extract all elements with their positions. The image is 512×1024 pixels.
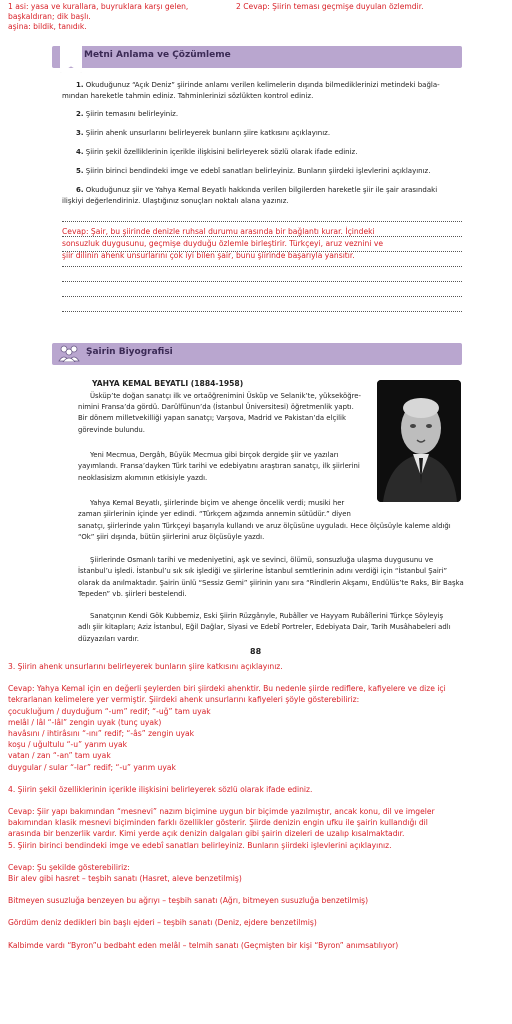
top-note-right: 2 Cevap: Şiirin teması geçmişe duyulan özlemdir. bbox=[236, 2, 424, 11]
note-line: aşina: bildik, tanıdık. bbox=[8, 22, 87, 31]
answer-line: koşu / uğultulu “-u” yarım uyak bbox=[8, 740, 127, 750]
answer-line: arasında bir benzerlik vardır. Kimi yerde açık denizin dalgaları gibi şairin dizeleri de uzalıp kısalmaktadır. bbox=[8, 829, 405, 839]
question-number: 1. bbox=[76, 81, 84, 89]
section-banner-comprehension bbox=[52, 46, 462, 68]
answer-line: melâl / lâl “-lâl” zengin uyak (tunç uyak) bbox=[8, 717, 162, 727]
answer-line bbox=[8, 773, 508, 784]
answer-line: bakımından klasik mesnevi biçiminden farklı özellikler gösterir. Şiirde denizin engin ufku ile şairin kullandığı dil bbox=[8, 818, 428, 828]
answers-block bbox=[8, 661, 508, 951]
question-2 bbox=[62, 109, 462, 120]
answer-line bbox=[8, 851, 508, 862]
answer-line: Bir alev gibi hasret – teşbih sanatı (Hasret, aleve benzetilmiş) bbox=[8, 874, 242, 884]
answer-line: Kalbimde vardı “Byron”u bedbaht eden melâl – telmih sanatı (Geçmişten bir kişi “Byron” anımsatılıyor) bbox=[8, 940, 399, 950]
bio-line: yayımlandı. Fransa’dayken Türk tarihi ve edebiyatını araştıran sanatçı, ilk şiirlerini bbox=[78, 462, 360, 471]
dotted-line bbox=[62, 266, 462, 267]
answer-line bbox=[8, 672, 508, 683]
note-line: 1 asi: yasa ve kurallara, buyruklara karşı gelen, bbox=[8, 2, 189, 11]
dotted-line bbox=[62, 281, 462, 282]
answer-line: Bitmeyen susuzluğa benzeyen bu ağrıyı – teşbih sanatı (Ağrı, bitmeyen susuzluğa benzetilmiş) bbox=[8, 896, 369, 906]
question-number: 4. bbox=[76, 148, 84, 156]
bio-paragraph-1 bbox=[78, 391, 371, 402]
bio-line: adlı şiir kitapları; Aziz İstanbul, Eğil Dağlar, Siyasi ve Edebî Portreler, Edebiyata Dair, Tarih Musâhabeleri adlı bbox=[78, 623, 451, 632]
bio-line: zaman şiirlerinin içinde yer edindi. “Türkçem ağzımda annemin sütüdür.” diyen bbox=[78, 510, 351, 519]
question-6-cont: ilişkiyi değerlendiriniz. Ulaştığınız sonuçları noktalı alana yazınız. bbox=[62, 197, 289, 205]
question-number: 5. bbox=[76, 167, 84, 175]
answer-line: duygular / sular “-lar” redif; “-u” yarım uyak bbox=[8, 762, 176, 772]
question-1-cont: mından hareketle tahmin ediniz. Tahminlerinizi sözlükten kontrol ediniz. bbox=[62, 92, 314, 100]
answer-line: çocukluğum / duyduğum “-um” redif; “-uğ” tam uyak bbox=[8, 706, 211, 716]
answer-line bbox=[8, 929, 508, 940]
bio-line: sanatçı, şiirlerinde yalın Türkçeyi başarıyla kullandı ve aruz ölçüsüne uyguladı. Hece ölçüsüyle kaleme aldığı bbox=[78, 521, 451, 530]
bio-paragraph-4 bbox=[78, 555, 468, 600]
answer-line: 3. Şiirin ahenk unsurlarını belirleyerek bunların şiire katkısını açıklayınız. bbox=[8, 662, 283, 671]
question-3 bbox=[62, 128, 462, 139]
bio-paragraph-2 bbox=[78, 450, 371, 484]
answer-line bbox=[8, 884, 508, 895]
answer-line: Cevap: Şiir yapı bakımından “mesnevi” nazım biçimine uygun bir biçimde yazılmıştır, ancak konu, dil ve imgeler bbox=[8, 807, 435, 817]
portrait-photo bbox=[377, 380, 461, 502]
people-group-icon bbox=[58, 344, 80, 362]
bio-line: “Ok” şiiri dışında, bütün şiirlerini aruz ölçüsüyle yazdı. bbox=[78, 532, 265, 541]
answer-line: Cevap: Yahya Kemal için en değerli şeylerden biri şiirdeki ahenktir. Bu nedenle şiirde rediflere, kafiyelere ve dize içi bbox=[8, 684, 446, 694]
answer-line: Gördüm deniz dedikleri bin başlı ejderi – teşbih sanatı (Deniz, ejdere benzetilmiş) bbox=[8, 918, 317, 928]
bio-line: düzyazıları vardır. bbox=[78, 634, 139, 643]
bio-line: Bir dönem milletvekilliği yapan sanatçı; Varşova, Madrid ve Pakistan’da elçilik bbox=[78, 414, 346, 423]
portrait-figure bbox=[377, 380, 461, 502]
question-1 bbox=[62, 80, 462, 91]
bio-paragraph-5 bbox=[78, 611, 468, 645]
question-text: Şiirin ahenk unsurlarını belirleyerek bunların şiire katkısını açıklayınız. bbox=[85, 129, 331, 137]
bio-line: görevinde bulundu. bbox=[78, 425, 145, 434]
question-number: 2. bbox=[76, 110, 84, 118]
section-banner-biography bbox=[52, 343, 462, 365]
page-number: 88 bbox=[250, 647, 262, 656]
bio-paragraph-3 bbox=[78, 498, 468, 543]
question-text: Okuduğunuz şiir ve Yahya Kemal Beyatlı hakkında verilen bilgilerden hareketle şiir ile şair arasındaki bbox=[85, 186, 438, 194]
answer-line bbox=[8, 795, 508, 806]
dotted-line bbox=[62, 296, 462, 297]
answer-line: 4. Şiirin şekil özelliklerinin içerikle ilişkisini belirleyerek sözlü olarak ifade ediniz. bbox=[8, 784, 313, 794]
bio-line: olarak da anılmaktadır. Şairin ünlü “Sessiz Gemi” şiirinin yanı sıra “Rindlerin Akşamı, Endülüs’te Raks, Bir Başka bbox=[78, 578, 464, 587]
answer-line: vatan / zan “-an” tam uyak bbox=[8, 751, 111, 761]
bio-line: nimini Fransa’da gördü. Darülfünun’da (İstanbul Üniversitesi) öğretmenlik yaptı. bbox=[78, 403, 354, 411]
bio-line: neoklasisizm akımının etkisiyle yazdı. bbox=[78, 473, 208, 482]
question-text: Şiirin temasını belirleyiniz. bbox=[85, 110, 179, 118]
question-text: Okuduğunuz “Açık Deniz” şiirinde anlamı verilen kelimelerin dışında bilmediklerinizi metindeki bağla- bbox=[85, 81, 440, 89]
bio-paragraph-1-body bbox=[78, 402, 371, 436]
section-title: Şairin Biyografisi bbox=[86, 347, 173, 357]
answer-line: havâsını / ihtirâsını “-ını” redif; “-âs” zengin uyak bbox=[8, 729, 195, 739]
bio-line: Yahya Kemal Beyatlı, şiirlerinde biçim ve ahenge öncelik verdi; musiki her bbox=[90, 499, 345, 507]
answer-line bbox=[8, 906, 508, 917]
bio-line: Yeni Mecmua, Dergâh, Büyük Mecmua gibi birçok dergide şiir ve yazıları bbox=[90, 451, 339, 459]
note-line: başkaldıran; dik başlı. bbox=[8, 12, 91, 21]
question-text: Şiirin şekil özelliklerinin içerikle ilişkisini belirleyerek sözlü olarak ifade ediniz. bbox=[85, 148, 358, 156]
top-note-left bbox=[8, 2, 238, 32]
bio-line: İstanbul’u işledi. İstanbul’u sık sık işlediği ve şiirlerine İstanbul semtlerinin adını verdiği için “İstanbul Şairi” bbox=[78, 567, 448, 576]
question-text: Şiirin birinci bendindeki imge ve edebî sanatları belirleyiniz. Bunların şiirdeki işlevlerini açıklayınız. bbox=[85, 167, 431, 175]
bookmark-flag-icon bbox=[60, 43, 82, 73]
question-number: 3. bbox=[76, 129, 84, 137]
bio-line: Şiirlerinde Osmanlı tarihi ve medeniyetini, aşk ve sevinci, ölümü, sonsuzluğa ulaşma duygusunu ve bbox=[90, 556, 434, 564]
answer-line: Cevap: Şu şekilde gösterebiliriz: bbox=[8, 862, 130, 872]
answer-line: şiir dilinin ahenk unsurlarını çok iyi bilen şair, bunu şiirinde başarıyla yansıtır. bbox=[62, 251, 355, 260]
bio-line: Sanatçının Kendi Gök Kubbemiz, Eski Şiirin Rüzgârıyle, Rubâîler ve Hayyam Rubâîlerini Türkçe Söyleyiş bbox=[90, 612, 444, 620]
question-6 bbox=[62, 185, 462, 196]
answer-line: Cevap: Şair, bu şiirinde denizle ruhsal durumu arasında bir bağlantı kurar. İçindeki bbox=[62, 227, 375, 236]
handwritten-answer bbox=[62, 226, 452, 262]
answer-line: 5. Şiirin birinci bendindeki imge ve edebî sanatları belirleyiniz. Bunların şiirdeki işlevlerini açıklayınız. bbox=[8, 840, 392, 850]
dotted-line bbox=[62, 221, 462, 222]
question-5 bbox=[62, 166, 462, 177]
bio-line: Üsküp’te doğan sanatçı ilk ve ortaöğrenimini Üsküp ve Selanik’te, yükseköğre- bbox=[90, 392, 361, 400]
question-4 bbox=[62, 147, 462, 158]
bio-line: Tepeden” vb. şiirleri bestelendi. bbox=[78, 589, 187, 598]
biography-heading: YAHYA KEMAL BEYATLI (1884-1958) bbox=[92, 379, 244, 388]
answer-line: tekrarlanan kelimelere yer vermiştir. Şiirdeki ahenk unsurlarını kafiyeleri şöyle gösterebiliriz: bbox=[8, 695, 360, 705]
answer-line: sonsuzluk duygusunu, geçmişe duyduğu özlemle birleştirir. Türkçeyi, aruz veznini ve bbox=[62, 239, 384, 248]
question-number: 6. bbox=[76, 186, 84, 194]
dotted-line bbox=[62, 311, 462, 312]
section-title: Metni Anlama ve Çözümleme bbox=[84, 50, 231, 60]
